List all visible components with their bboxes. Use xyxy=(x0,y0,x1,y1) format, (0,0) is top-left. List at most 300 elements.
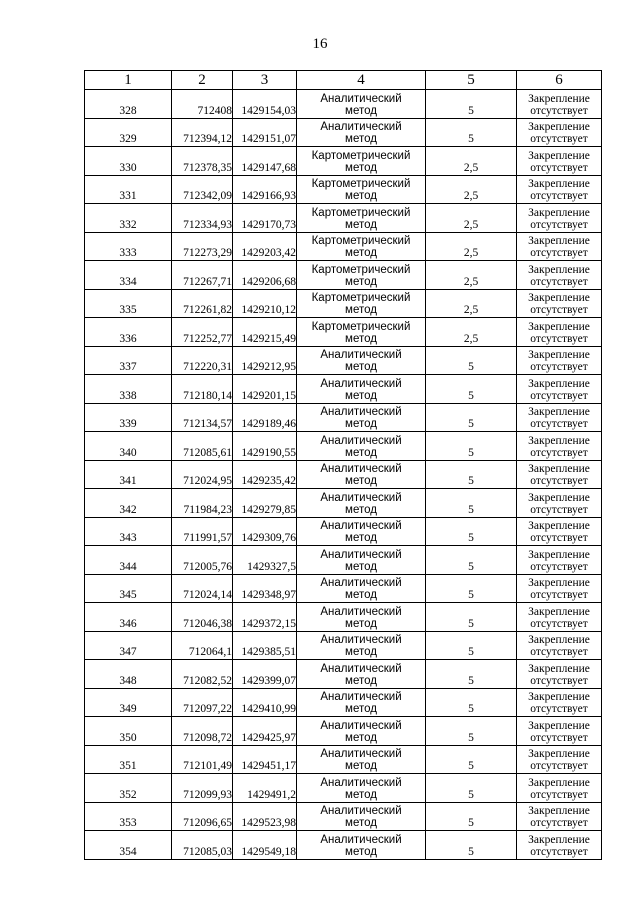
point-number-cell: 330 xyxy=(85,147,172,176)
method-cell-line: Аналитический xyxy=(320,662,402,675)
point-number-cell: 344 xyxy=(85,546,172,575)
method-cell-line: метод xyxy=(345,646,377,658)
y-coordinate-cell: 1429410,99 xyxy=(233,688,297,717)
y-coordinate-cell: 1429203,42 xyxy=(233,232,297,261)
y-coordinate-cell: 1429425,97 xyxy=(233,717,297,746)
point-number-cell: 329 xyxy=(85,118,172,147)
x-coordinate-cell: 712046,38 xyxy=(172,603,233,632)
method-cell-line: метод xyxy=(345,133,377,145)
fixing-cell xyxy=(517,660,602,689)
x-coordinate-cell: 712334,93 xyxy=(172,204,233,233)
method-cell-line: метод xyxy=(345,161,377,174)
method-cell xyxy=(297,346,426,375)
fixing-cell-line: отсутствует xyxy=(530,731,588,744)
method-cell xyxy=(297,546,426,575)
method-cell xyxy=(297,717,426,746)
y-coordinate-cell: 1429549,18 xyxy=(233,831,297,860)
point-number-cell: 341 xyxy=(85,460,172,489)
method-cell xyxy=(297,660,426,689)
table-row xyxy=(85,175,602,204)
method-cell-line: метод xyxy=(345,817,377,829)
x-coordinate-cell: 712024,95 xyxy=(172,460,233,489)
method-cell xyxy=(297,375,426,404)
method-cell-line: метод xyxy=(345,760,377,772)
method-cell-line: метод xyxy=(345,218,377,231)
point-number-cell: 352 xyxy=(85,774,172,803)
method-cell-line: метод xyxy=(345,560,377,573)
point-number-cell: 350 xyxy=(85,717,172,746)
method-cell-line: метод xyxy=(345,589,377,601)
method-cell xyxy=(297,774,426,803)
y-coordinate-cell: 1429212,95 xyxy=(233,346,297,375)
fixing-cell xyxy=(517,204,602,233)
method-cell-line: Аналитический xyxy=(320,634,402,646)
method-cell xyxy=(297,745,426,774)
accuracy-cell: 5 xyxy=(426,774,517,803)
y-coordinate-cell: 1429154,03 xyxy=(233,90,297,119)
method-cell xyxy=(297,802,426,831)
method-cell-line: Аналитический xyxy=(320,92,402,105)
x-coordinate-cell: 712267,71 xyxy=(172,261,233,290)
table-row xyxy=(85,717,602,746)
method-cell-line: метод xyxy=(345,446,377,459)
accuracy-cell: 5 xyxy=(426,745,517,774)
method-cell-line: метод xyxy=(345,332,377,345)
fixing-cell-line: Закрепление xyxy=(528,577,590,589)
point-number-cell: 332 xyxy=(85,204,172,233)
fixing-cell-line: отсутствует xyxy=(530,104,588,117)
table-row xyxy=(85,546,602,575)
method-cell-line: Аналитический xyxy=(320,520,402,532)
table-row xyxy=(85,688,602,717)
fixing-cell xyxy=(517,460,602,489)
fixing-cell-line: Закрепление xyxy=(528,691,590,703)
method-cell-line: метод xyxy=(345,475,377,487)
accuracy-cell: 5 xyxy=(426,660,517,689)
x-coordinate-cell: 712342,09 xyxy=(172,175,233,204)
fixing-cell-line: Закрепление xyxy=(528,149,590,162)
fixing-cell-line: отсутствует xyxy=(530,845,588,858)
x-coordinate-cell: 712097,22 xyxy=(172,688,233,717)
y-coordinate-cell: 1429151,07 xyxy=(233,118,297,147)
column-header-y: 3 xyxy=(233,71,297,90)
method-cell-line: метод xyxy=(345,674,377,687)
column-header-method: 4 xyxy=(297,71,426,90)
point-number-cell: 338 xyxy=(85,375,172,404)
method-cell-line: метод xyxy=(345,418,377,430)
accuracy-cell: 5 xyxy=(426,603,517,632)
method-cell xyxy=(297,318,426,347)
x-coordinate-cell: 712024,14 xyxy=(172,574,233,603)
table-row xyxy=(85,774,602,803)
accuracy-cell: 5 xyxy=(426,802,517,831)
y-coordinate-cell: 1429385,51 xyxy=(233,631,297,660)
y-coordinate-cell: 1429235,42 xyxy=(233,460,297,489)
fixing-cell xyxy=(517,289,602,318)
fixing-cell-line: отсутствует xyxy=(530,589,588,601)
fixing-cell xyxy=(517,517,602,546)
table-row xyxy=(85,660,602,689)
fixing-cell-line: Закрепление xyxy=(528,377,590,390)
point-number-cell: 328 xyxy=(85,90,172,119)
fixing-cell-line: отсутствует xyxy=(530,332,588,345)
method-cell-line: метод xyxy=(345,788,377,801)
accuracy-cell: 5 xyxy=(426,717,517,746)
fixing-cell-line: отсутствует xyxy=(530,703,588,715)
table-row xyxy=(85,346,602,375)
accuracy-cell: 2,5 xyxy=(426,147,517,176)
fixing-cell-line: Закрепление xyxy=(528,805,590,817)
x-coordinate-cell: 712098,72 xyxy=(172,717,233,746)
header-row xyxy=(85,71,602,90)
page-number: 16 xyxy=(312,36,328,52)
accuracy-cell: 5 xyxy=(426,546,517,575)
method-cell-line: Аналитический xyxy=(320,491,402,504)
method-cell-line: метод xyxy=(345,532,377,544)
fixing-cell xyxy=(517,118,602,147)
point-number-cell: 351 xyxy=(85,745,172,774)
point-number-cell: 331 xyxy=(85,175,172,204)
fixing-cell-line: отсутствует xyxy=(530,361,588,373)
accuracy-cell: 5 xyxy=(426,346,517,375)
x-coordinate-cell: 712005,76 xyxy=(172,546,233,575)
x-coordinate-cell: 711991,57 xyxy=(172,517,233,546)
method-cell-line: метод xyxy=(345,731,377,744)
method-cell-line: Аналитический xyxy=(320,776,402,789)
accuracy-cell: 5 xyxy=(426,688,517,717)
y-coordinate-cell: 1429348,97 xyxy=(233,574,297,603)
method-cell-line: метод xyxy=(345,703,377,715)
point-number-cell: 337 xyxy=(85,346,172,375)
point-number-cell: 335 xyxy=(85,289,172,318)
x-coordinate-cell: 711984,23 xyxy=(172,489,233,518)
fixing-cell-line: Закрепление xyxy=(528,92,590,105)
table-header xyxy=(85,71,602,90)
x-coordinate-cell: 712408 xyxy=(172,90,233,119)
y-coordinate-cell: 1429147,68 xyxy=(233,147,297,176)
accuracy-cell: 5 xyxy=(426,631,517,660)
point-number-cell: 334 xyxy=(85,261,172,290)
method-cell-line: Аналитический xyxy=(320,349,402,361)
point-number-cell: 346 xyxy=(85,603,172,632)
point-number-cell: 333 xyxy=(85,232,172,261)
accuracy-cell: 5 xyxy=(426,831,517,860)
fixing-cell-line: отсутствует xyxy=(530,646,588,658)
y-coordinate-cell: 1429491,2 xyxy=(233,774,297,803)
y-coordinate-cell: 1429372,15 xyxy=(233,603,297,632)
fixing-cell-line: Закрепление xyxy=(528,548,590,561)
fixing-cell-line: Закрепление xyxy=(528,235,590,247)
fixing-cell-line: Закрепление xyxy=(528,121,590,133)
fixing-cell-line: отсутствует xyxy=(530,560,588,573)
fixing-cell xyxy=(517,688,602,717)
fixing-cell-line: Закрепление xyxy=(528,463,590,475)
y-coordinate-cell: 1429279,85 xyxy=(233,489,297,518)
accuracy-cell: 5 xyxy=(426,574,517,603)
method-cell-line: Аналитический xyxy=(320,748,402,760)
fixing-cell xyxy=(517,631,602,660)
fixing-cell-line: отсутствует xyxy=(530,133,588,145)
fixing-cell-line: Закрепление xyxy=(528,605,590,618)
fixing-cell xyxy=(517,375,602,404)
method-cell xyxy=(297,90,426,119)
fixing-cell-line: отсутствует xyxy=(530,475,588,487)
fixing-cell-line: Закрепление xyxy=(528,434,590,447)
table-row xyxy=(85,318,602,347)
x-coordinate-cell: 712096,65 xyxy=(172,802,233,831)
fixing-cell-line: Закрепление xyxy=(528,662,590,675)
y-coordinate-cell: 1429206,68 xyxy=(233,261,297,290)
fixing-cell-line: Закрепление xyxy=(528,776,590,789)
fixing-cell-line: отсутствует xyxy=(530,418,588,430)
method-cell-line: Аналитический xyxy=(320,434,402,447)
x-coordinate-cell: 712085,03 xyxy=(172,831,233,860)
accuracy-cell: 5 xyxy=(426,375,517,404)
fixing-cell xyxy=(517,831,602,860)
point-number-cell: 342 xyxy=(85,489,172,518)
method-cell xyxy=(297,403,426,432)
method-cell-line: Картометрический xyxy=(311,206,411,219)
fixing-cell-line: Закрепление xyxy=(528,520,590,532)
method-cell-line: Аналитический xyxy=(320,463,402,475)
fixing-cell xyxy=(517,261,602,290)
accuracy-cell: 5 xyxy=(426,517,517,546)
y-coordinate-cell: 1429190,55 xyxy=(233,432,297,461)
fixing-cell-line: отсутствует xyxy=(530,674,588,687)
fixing-cell-line: отсутствует xyxy=(530,817,588,829)
accuracy-cell: 5 xyxy=(426,118,517,147)
fixing-cell xyxy=(517,147,602,176)
fixing-cell-line: отсутствует xyxy=(530,446,588,459)
method-cell xyxy=(297,432,426,461)
x-coordinate-cell: 712261,82 xyxy=(172,289,233,318)
fixing-cell xyxy=(517,175,602,204)
method-cell-line: метод xyxy=(345,275,377,288)
y-coordinate-cell: 1429523,98 xyxy=(233,802,297,831)
table-row xyxy=(85,745,602,774)
fixing-cell-line: отсутствует xyxy=(530,389,588,402)
method-cell-line: Аналитический xyxy=(320,121,402,133)
x-coordinate-cell: 712101,49 xyxy=(172,745,233,774)
method-cell xyxy=(297,175,426,204)
table-row xyxy=(85,261,602,290)
table-row xyxy=(85,289,602,318)
accuracy-cell: 2,5 xyxy=(426,318,517,347)
method-cell-line: Аналитический xyxy=(320,833,402,846)
fixing-cell xyxy=(517,717,602,746)
method-cell xyxy=(297,204,426,233)
table-body xyxy=(85,90,602,860)
point-number-cell: 347 xyxy=(85,631,172,660)
table-row xyxy=(85,574,602,603)
method-cell-line: метод xyxy=(345,389,377,402)
accuracy-cell: 5 xyxy=(426,403,517,432)
method-cell xyxy=(297,631,426,660)
method-cell-line: Аналитический xyxy=(320,805,402,817)
fixing-cell xyxy=(517,346,602,375)
method-cell-line: метод xyxy=(345,247,377,259)
method-cell xyxy=(297,603,426,632)
table-row xyxy=(85,147,602,176)
method-cell-line: метод xyxy=(345,190,377,202)
x-coordinate-cell: 712099,93 xyxy=(172,774,233,803)
point-number-cell: 348 xyxy=(85,660,172,689)
table-row xyxy=(85,118,602,147)
fixing-cell xyxy=(517,745,602,774)
method-cell-line: Картометрический xyxy=(311,178,411,190)
accuracy-cell: 5 xyxy=(426,90,517,119)
method-cell-line: Аналитический xyxy=(320,548,402,561)
fixing-cell-line: Закрепление xyxy=(528,178,590,190)
fixing-cell-line: отсутствует xyxy=(530,532,588,544)
method-cell xyxy=(297,289,426,318)
method-cell-line: метод xyxy=(345,617,377,630)
fixing-cell-line: Закрепление xyxy=(528,719,590,732)
table-row xyxy=(85,90,602,119)
table-row xyxy=(85,489,602,518)
y-coordinate-cell: 1429309,76 xyxy=(233,517,297,546)
fixing-cell-line: Закрепление xyxy=(528,406,590,418)
table-row xyxy=(85,603,602,632)
x-coordinate-cell: 712082,52 xyxy=(172,660,233,689)
y-coordinate-cell: 1429327,5 xyxy=(233,546,297,575)
fixing-cell xyxy=(517,318,602,347)
accuracy-cell: 5 xyxy=(426,432,517,461)
y-coordinate-cell: 1429201,15 xyxy=(233,375,297,404)
table-row xyxy=(85,802,602,831)
method-cell xyxy=(297,147,426,176)
fixing-cell xyxy=(517,489,602,518)
column-header-fixing: 6 xyxy=(517,71,602,90)
table-row xyxy=(85,204,602,233)
y-coordinate-cell: 1429215,49 xyxy=(233,318,297,347)
method-cell-line: Аналитический xyxy=(320,577,402,589)
fixing-cell-line: отсутствует xyxy=(530,617,588,630)
table-row xyxy=(85,517,602,546)
y-coordinate-cell: 1429189,46 xyxy=(233,403,297,432)
table-row xyxy=(85,375,602,404)
fixing-cell-line: Закрепление xyxy=(528,320,590,333)
method-cell-line: Аналитический xyxy=(320,377,402,390)
method-cell-line: Картометрический xyxy=(311,320,411,333)
table-row xyxy=(85,403,602,432)
column-header-point: 1 xyxy=(85,71,172,90)
x-coordinate-cell: 712273,29 xyxy=(172,232,233,261)
fixing-cell-line: Закрепление xyxy=(528,491,590,504)
fixing-cell xyxy=(517,432,602,461)
method-cell-line: Картометрический xyxy=(311,292,411,304)
method-cell-line: метод xyxy=(345,503,377,516)
x-coordinate-cell: 712378,35 xyxy=(172,147,233,176)
table-row xyxy=(85,232,602,261)
point-number-cell: 349 xyxy=(85,688,172,717)
y-coordinate-cell: 1429166,93 xyxy=(233,175,297,204)
fixing-cell xyxy=(517,802,602,831)
fixing-cell-line: Закрепление xyxy=(528,206,590,219)
fixing-cell-line: Закрепление xyxy=(528,634,590,646)
accuracy-cell: 5 xyxy=(426,460,517,489)
fixing-cell-line: отсутствует xyxy=(530,304,588,316)
fixing-cell xyxy=(517,232,602,261)
point-number-cell: 345 xyxy=(85,574,172,603)
fixing-cell-line: отсутствует xyxy=(530,190,588,202)
point-number-cell: 340 xyxy=(85,432,172,461)
column-header-accuracy: 5 xyxy=(426,71,517,90)
method-cell-line: Картометрический xyxy=(311,263,411,276)
y-coordinate-cell: 1429451,17 xyxy=(233,745,297,774)
method-cell-line: метод xyxy=(345,104,377,117)
fixing-cell-line: отсутствует xyxy=(530,503,588,516)
point-number-cell: 354 xyxy=(85,831,172,860)
y-coordinate-cell: 1429399,07 xyxy=(233,660,297,689)
x-coordinate-cell: 712394,12 xyxy=(172,118,233,147)
method-cell xyxy=(297,574,426,603)
coordinates-table xyxy=(84,70,602,860)
fixing-cell-line: отсутствует xyxy=(530,760,588,772)
table-row xyxy=(85,631,602,660)
method-cell xyxy=(297,831,426,860)
accuracy-cell: 2,5 xyxy=(426,175,517,204)
method-cell xyxy=(297,517,426,546)
method-cell-line: метод xyxy=(345,845,377,858)
fixing-cell xyxy=(517,603,602,632)
fixing-cell-line: Закрепление xyxy=(528,349,590,361)
point-number-cell: 339 xyxy=(85,403,172,432)
method-cell xyxy=(297,489,426,518)
fixing-cell-line: Закрепление xyxy=(528,263,590,276)
fixing-cell-line: отсутствует xyxy=(530,275,588,288)
method-cell-line: Картометрический xyxy=(311,235,411,247)
accuracy-cell: 2,5 xyxy=(426,289,517,318)
method-cell-line: Аналитический xyxy=(320,605,402,618)
x-coordinate-cell: 712085,61 xyxy=(172,432,233,461)
accuracy-cell: 2,5 xyxy=(426,204,517,233)
method-cell xyxy=(297,460,426,489)
method-cell xyxy=(297,688,426,717)
x-coordinate-cell: 712180,14 xyxy=(172,375,233,404)
method-cell-line: Картометрический xyxy=(311,149,411,162)
point-number-cell: 343 xyxy=(85,517,172,546)
fixing-cell-line: отсутствует xyxy=(530,218,588,231)
x-coordinate-cell: 712064,1 xyxy=(172,631,233,660)
method-cell-line: метод xyxy=(345,361,377,373)
fixing-cell xyxy=(517,774,602,803)
x-coordinate-cell: 712220,31 xyxy=(172,346,233,375)
y-coordinate-cell: 1429210,12 xyxy=(233,289,297,318)
accuracy-cell: 2,5 xyxy=(426,232,517,261)
table-row xyxy=(85,432,602,461)
method-cell xyxy=(297,232,426,261)
x-coordinate-cell: 712252,77 xyxy=(172,318,233,347)
method-cell-line: Аналитический xyxy=(320,406,402,418)
method-cell xyxy=(297,118,426,147)
y-coordinate-cell: 1429170,73 xyxy=(233,204,297,233)
method-cell-line: метод xyxy=(345,304,377,316)
fixing-cell-line: Закрепление xyxy=(528,292,590,304)
method-cell xyxy=(297,261,426,290)
x-coordinate-cell: 712134,57 xyxy=(172,403,233,432)
method-cell-line: Аналитический xyxy=(320,719,402,732)
fixing-cell xyxy=(517,90,602,119)
method-cell-line: Аналитический xyxy=(320,691,402,703)
column-header-x: 2 xyxy=(172,71,233,90)
fixing-cell-line: отсутствует xyxy=(530,788,588,801)
table-row xyxy=(85,831,602,860)
point-number-cell: 353 xyxy=(85,802,172,831)
table-row xyxy=(85,460,602,489)
fixing-cell-line: отсутствует xyxy=(530,161,588,174)
fixing-cell-line: Закрепление xyxy=(528,833,590,846)
